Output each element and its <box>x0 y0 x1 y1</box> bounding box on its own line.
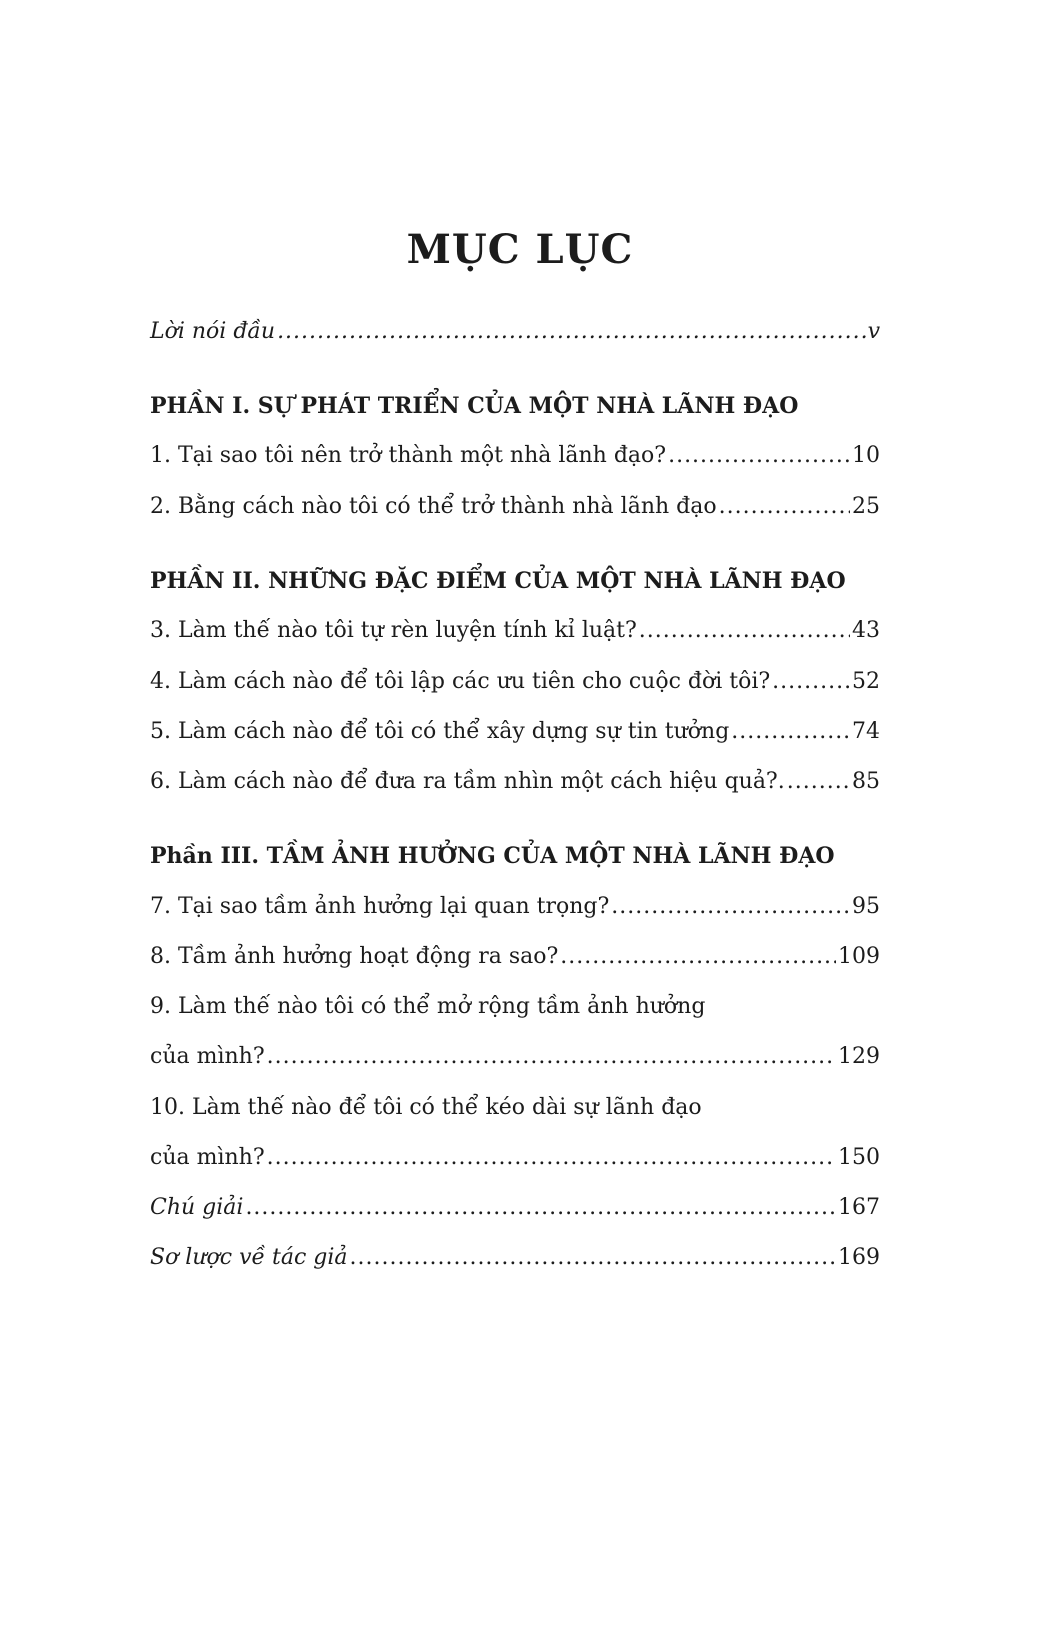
dot-leader <box>731 716 850 748</box>
dot-leader <box>560 941 836 973</box>
part-heading-1: PHẦN I. SỰ PHÁT TRIỂN CỦA MỘT NHÀ LÃNH ĐẠO <box>150 393 799 419</box>
toc-entry-page: 95 <box>852 894 880 919</box>
toc-entry-chapter-3[interactable] <box>150 615 880 647</box>
toc-entry-label: Chú giải <box>150 1195 244 1220</box>
toc-entry-chapter-10[interactable] <box>150 1142 880 1174</box>
toc-entry-label: Lời nói đầu <box>150 319 276 344</box>
toc-entry-label: 8. Tầm ảnh hưởng hoạt động ra sao? <box>150 944 559 969</box>
dot-leader <box>350 1242 836 1274</box>
dot-leader <box>639 615 850 647</box>
toc-entry-label: của mình? <box>150 1145 265 1170</box>
toc-entry-label: 3. Làm thế nào tôi tự rèn luyện tính kỉ luật? <box>150 618 637 643</box>
toc-entry-page: 85 <box>852 769 880 794</box>
toc-entry-label: 5. Làm cách nào để tôi có thể xây dựng sự tin tưởng <box>150 719 730 744</box>
toc-entry-page: 150 <box>838 1145 880 1170</box>
toc-entry-page: 25 <box>852 494 880 519</box>
toc-entry-chapter-5[interactable] <box>150 716 880 748</box>
toc-entry-label: 2. Bằng cách nào tôi có thể trở thành nhà lãnh đạo <box>150 494 717 519</box>
toc-entry-label: của mình? <box>150 1044 265 1069</box>
toc-entry-page: v <box>867 319 880 344</box>
toc-entry-chapter-4[interactable] <box>150 666 880 698</box>
toc-entry-label: 1. Tại sao tôi nên trở thành một nhà lãnh đạo? <box>150 443 667 468</box>
toc-entry-page: 167 <box>838 1195 880 1220</box>
dot-leader <box>277 316 866 348</box>
dot-leader <box>719 491 850 523</box>
toc-entry-page: 74 <box>852 719 880 744</box>
toc-entry-preface[interactable] <box>150 316 880 348</box>
toc-entry-label: 7. Tại sao tầm ảnh hưởng lại quan trọng? <box>150 894 610 919</box>
toc-entry-chapter-1[interactable] <box>150 440 880 472</box>
toc-entry-about-author[interactable] <box>150 1242 880 1274</box>
toc-entry-chapter-7[interactable] <box>150 891 880 923</box>
toc-entry-label: 6. Làm cách nào để đưa ra tầm nhìn một cách hiệu quả?. <box>150 769 785 794</box>
page-title: MỤC LỤC <box>406 226 634 273</box>
toc-entry-page: 43 <box>852 618 880 643</box>
dot-leader <box>668 440 850 472</box>
dot-leader <box>611 891 850 923</box>
toc-entry-label: 4. Làm cách nào để tôi lập các ưu tiên cho cuộc đời tôi? <box>150 669 771 694</box>
toc-entry-chapter-9-line1[interactable]: 9. Làm thế nào tôi có thể mở rộng tầm ảnh hưởng <box>150 994 706 1019</box>
dot-leader <box>787 766 850 798</box>
toc-entry-chapter-8[interactable] <box>150 941 880 973</box>
toc-entry-label: Sơ lược về tác giả <box>150 1245 348 1270</box>
toc-entry-chapter-10-line1[interactable]: 10. Làm thế nào để tôi có thể kéo dài sự lãnh đạo <box>150 1095 702 1120</box>
toc-entry-page: 52 <box>852 669 880 694</box>
toc-entry-chapter-2[interactable] <box>150 491 880 523</box>
toc-entry-page: 169 <box>838 1245 880 1270</box>
toc-entry-chapter-9[interactable] <box>150 1041 880 1073</box>
dot-leader <box>267 1041 836 1073</box>
toc-entry-notes[interactable] <box>150 1192 880 1224</box>
toc-entry-page: 129 <box>838 1044 880 1069</box>
dot-leader <box>772 666 850 698</box>
toc-entry-page: 10 <box>852 443 880 468</box>
part-heading-2: PHẦN II. NHỮNG ĐẶC ĐIỂM CỦA MỘT NHÀ LÃNH ĐẠO <box>150 568 846 594</box>
toc-entry-page: 109 <box>838 944 880 969</box>
toc-entry-chapter-6[interactable] <box>150 766 880 798</box>
dot-leader <box>267 1142 836 1174</box>
part-heading-3: Phần III. TẦM ẢNH HƯỞNG CỦA MỘT NHÀ LÃNH ĐẠO <box>150 843 835 869</box>
dot-leader <box>245 1192 836 1224</box>
